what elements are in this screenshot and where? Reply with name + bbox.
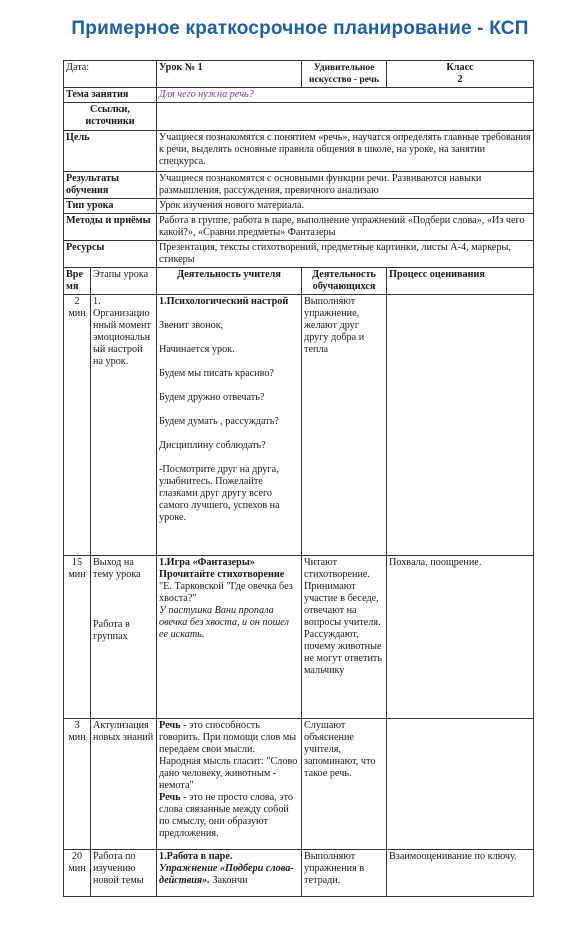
date-cell [64, 61, 157, 88]
stage3-term-2: Речь [159, 792, 181, 803]
stage3-time: 3 мин [64, 719, 91, 850]
stage-row-1 [64, 295, 534, 556]
stage4-assessment: Взаимооценивание по ключу. [387, 850, 534, 897]
stage1-line-5: Будем думать , рассуждать? [159, 416, 279, 427]
class-cell [387, 61, 534, 88]
links-value [157, 103, 534, 131]
col-teacher: Деятельность учителя [157, 268, 302, 295]
stage1-assessment [387, 295, 534, 556]
stage1-line-3: Будем мы писать красиво? [159, 368, 274, 379]
columns-header-row [64, 268, 534, 295]
goal-row [64, 131, 534, 172]
topic-row [64, 88, 534, 103]
methods-value: Работа в группе, работа в паре, выполнение упражнений «Подбери слова», «Из чего какой?», «Сравни предметы» Фантазеры [157, 214, 534, 241]
stage3-students: Слушают объяснение учителя, запоминают, что такое речь. [302, 719, 387, 850]
type-label: Тип урока [64, 199, 157, 214]
stage3-assessment [387, 719, 534, 850]
plan-table [63, 60, 534, 897]
col-time: Время [64, 268, 91, 295]
results-value: Учащиеся познакомятся с основными функции речи. Развиваются навыки размышления, рассуждения, превичного анализаю [157, 172, 534, 199]
topic-label: Тема занятия [64, 88, 157, 103]
stage4-time: 20 мин [64, 850, 91, 897]
stage1-teacher [157, 295, 302, 556]
subject-line-1: Удивительное [313, 63, 375, 73]
stage4-teacher-title: 1.Работа в паре. [159, 851, 233, 862]
stage1-line-4: Будем дружно отвечать? [159, 392, 265, 403]
goal-value: Учащиеся познакомятся с понятием «речь», научатся определять главные требования к речи, выделять основные правила общения в школе, на уроке, на занятии спецкурса. [157, 131, 534, 172]
stage2-students: Читают стихотворение. Принимают участие в беседе, отвечают на вопросы учителя. Рассуждают, почему животные не могут ответить мальчику [302, 556, 387, 719]
stage1-students: Выполняют упражнение, желают друг другу добра и тепла [302, 295, 387, 556]
stage3-term-1: Речь [159, 720, 181, 731]
stage2-teacher-ref: "Е. Тарковской "Где овечка без хвоста?" [159, 581, 293, 604]
stage4-teacher [157, 850, 302, 897]
lesson-label: Урок № 1 [159, 62, 203, 73]
stage1-time: 2 мин [64, 295, 91, 556]
subject-line-2: искусство - речь [309, 75, 379, 85]
stage2-teacher-poem: У пастушка Вани пропала овечка без хвоста, и он пошел ее искать. [159, 605, 289, 640]
col-stages: Этапы урока [91, 268, 157, 295]
class-label: Класс [446, 62, 474, 73]
stage-row-2 [64, 556, 534, 719]
stage3-definition-2: - это не просто слова, это слова связанные между собой по смыслу, они образуют предложения. [159, 792, 294, 839]
resources-row [64, 241, 534, 268]
stage1-teacher-title: 1.Психологический настрой [159, 296, 289, 307]
results-label: Результаты обучения [64, 172, 157, 199]
stage4-stage: Работа по изучению новой темы [91, 850, 157, 897]
class-value: 2 [457, 74, 463, 85]
lesson-cell [157, 61, 302, 88]
stage1-line-7: -Посмотрите друг на друга, улыбнитесь. Пожелайте глазками друг другу всего самого лучшего, успехов на уроке. [159, 464, 280, 523]
methods-label: Методы и приёмы [64, 214, 157, 241]
date-label: Дата: [66, 62, 90, 73]
header-row [64, 61, 534, 88]
stage2-time: 15 мин [64, 556, 91, 719]
goal-label: Цель [64, 131, 157, 172]
col-assessment: Процесс оценивания [387, 268, 534, 295]
stage4-students: Выполняют упражнения в тетради. [302, 850, 387, 897]
resources-label: Ресурсы [64, 241, 157, 268]
methods-row [64, 214, 534, 241]
stage3-stage: Актулизация новых знаний [91, 719, 157, 850]
stage2-teacher-title: 1.Игра «Фантазеры» Прочитайте стихотворение [159, 557, 285, 580]
stage1-stage: 1. Организационный момент эмоциональный настрой на урок. [91, 295, 157, 556]
stage2-teacher [157, 556, 302, 719]
stage2-assessment: Похвала, поощрение. [387, 556, 534, 719]
stage2-stage [91, 556, 157, 719]
col-students: Деятельность обучающихся [302, 268, 387, 295]
stage1-line-2: Начинается урок. [159, 344, 235, 355]
type-row [64, 199, 534, 214]
stage2-stage-b: Работа в группах [93, 619, 130, 642]
stage-row-3 [64, 719, 534, 850]
links-label: Ссылки, источники [64, 103, 157, 131]
type-value: Урок изучения нового материала. [157, 199, 534, 214]
stage-row-4 [64, 850, 534, 897]
resources-value: Презентация, тексты стихотворений, предметные картинки, листы А-4, маркеры, стикеры [157, 241, 534, 268]
subject-cell [302, 61, 387, 88]
stage1-line-1: Звенит звонок, [159, 320, 224, 331]
page-title: Примерное краткосрочное планирование - КСП [71, 18, 529, 39]
results-row [64, 172, 534, 199]
stage3-definition-1: - это способность говорить. При помощи слов мы передаем свои мысли. Народная мысль гласит: "Слово дано человеку, животным - немота" [159, 720, 298, 791]
links-row [64, 103, 534, 131]
plan-sheet [63, 60, 533, 897]
stage2-stage-a: Выход на тему урока [93, 557, 141, 580]
stage1-line-6: Дисциплину соблюдать? [159, 440, 266, 451]
stage4-tail: Закончи [209, 875, 248, 886]
stage3-teacher [157, 719, 302, 850]
topic-value: Для чего нужна речь? [157, 88, 534, 103]
stage4-exercise: Упражнение «Подбери слова-действия». [159, 863, 294, 886]
